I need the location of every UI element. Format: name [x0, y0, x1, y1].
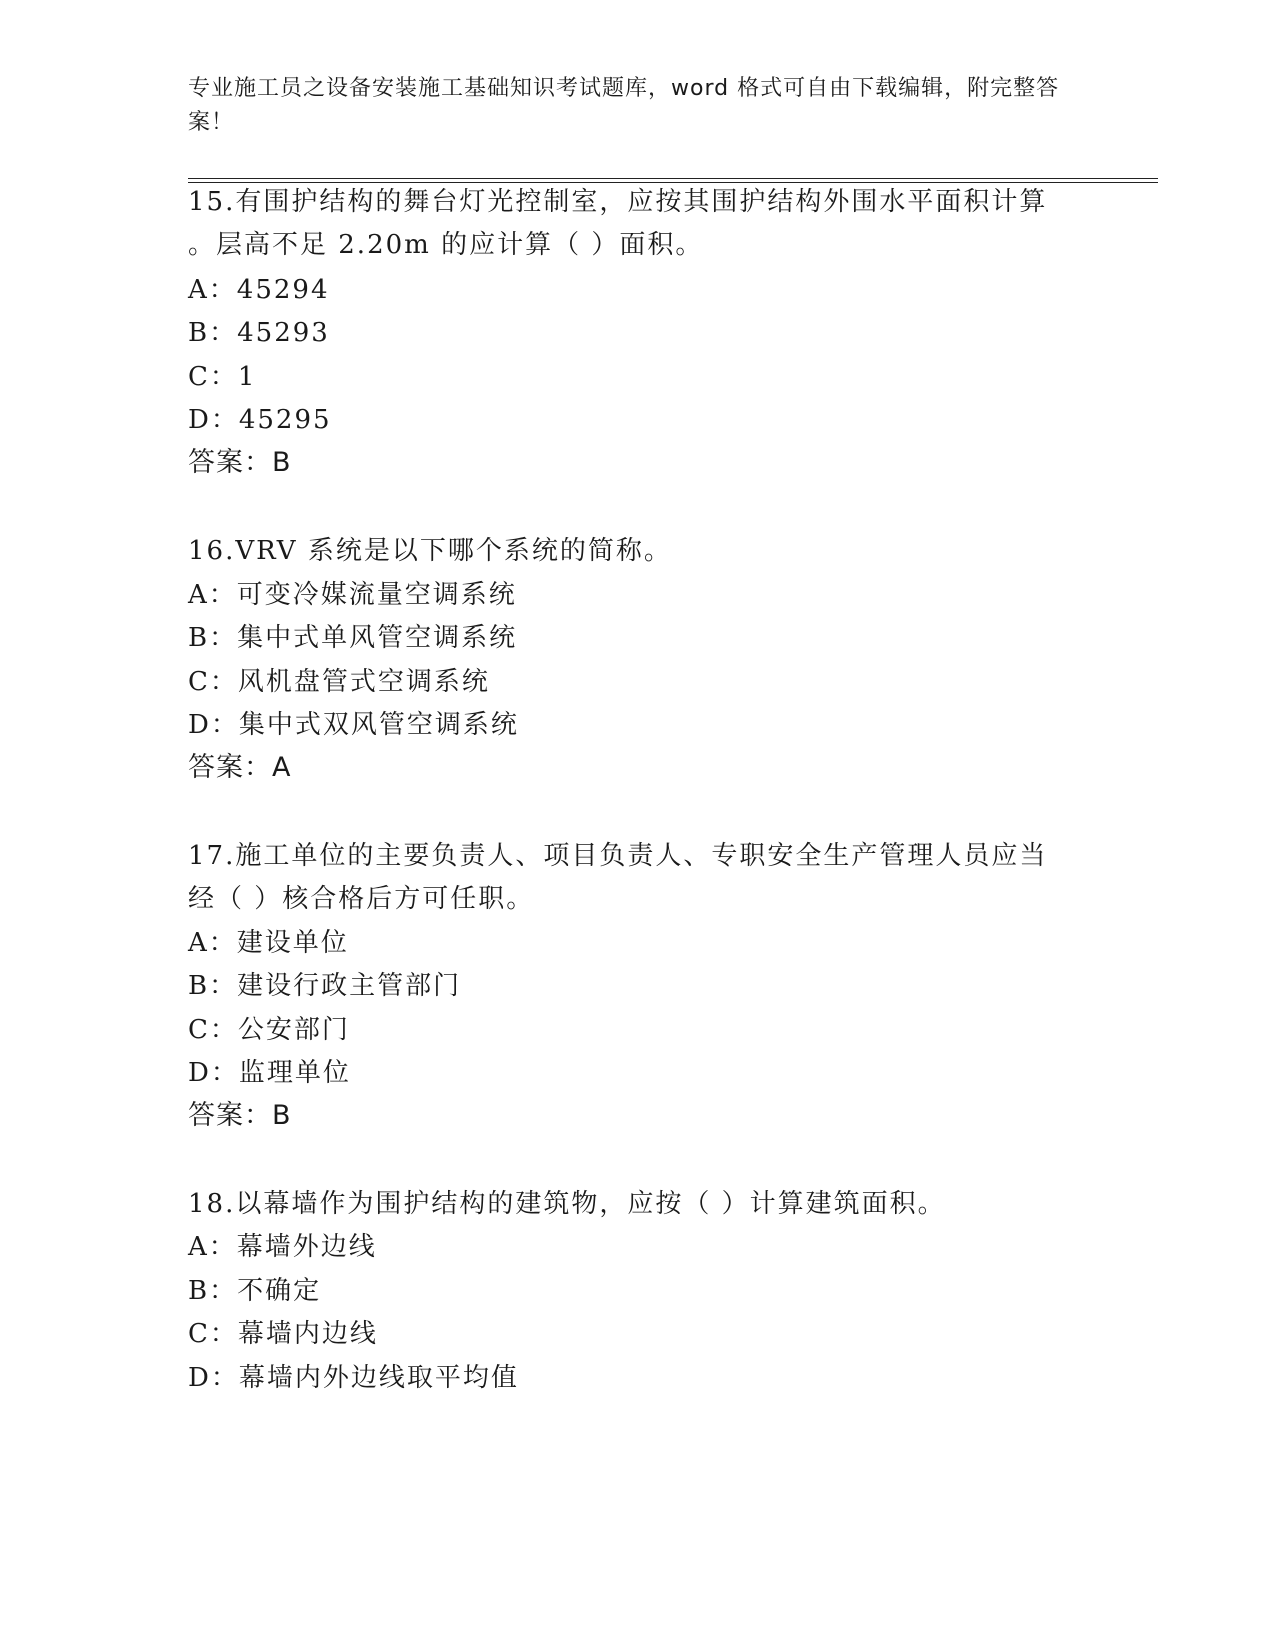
- question-17-line-1: 17.施工单位的主要负责人、项目负责人、专职安全生产管理人员应当: [188, 841, 1048, 871]
- question-16-option-a: A：可变冷媒流量空调系统: [188, 580, 517, 610]
- question-17-option-d: D：监理单位: [188, 1058, 351, 1088]
- question-18-line-1: 18.以幕墙作为围护结构的建筑物，应按（ ）计算建筑面积。: [188, 1189, 946, 1219]
- question-18-option-b: B：不确定: [188, 1276, 322, 1306]
- question-15-line-1: 15.有围护结构的舞台灯光控制室，应按其围护结构外围水平面积计算: [188, 187, 1048, 217]
- question-17-answer: 答案：B: [188, 1100, 292, 1131]
- question-15-option-a: A：45294: [188, 275, 330, 305]
- question-17-option-b: B：建设行政主管部门: [188, 971, 462, 1001]
- question-15-option-b: B：45293: [188, 318, 330, 348]
- question-15-answer: 答案：B: [188, 447, 292, 478]
- question-18-option-c: C：幕墙内边线: [188, 1319, 378, 1349]
- question-15-line-2: 。层高不足 2.20m 的应计算（ ）面积。: [188, 230, 704, 260]
- question-16-option-c: C：风机盘管式空调系统: [188, 667, 490, 697]
- question-17-option-a: A：建设单位: [188, 928, 349, 958]
- question-16-line-1: 16.VRV 系统是以下哪个系统的简称。: [188, 536, 672, 566]
- question-17-option-c: C：公安部门: [188, 1015, 350, 1045]
- question-16-option-b: B：集中式单风管空调系统: [188, 623, 518, 653]
- question-16-answer: 答案：A: [188, 752, 292, 783]
- question-18-option-d: D：幕墙内外边线取平均值: [188, 1363, 519, 1393]
- question-17-line-2: 经（ ）核合格后方可任职。: [188, 884, 535, 914]
- question-18-option-a: A：幕墙外边线: [188, 1232, 377, 1262]
- question-16-option-d: D：集中式双风管空调系统: [188, 710, 519, 740]
- question-15-option-c: C：1: [188, 362, 257, 392]
- question-15-option-d: D：45295: [188, 405, 332, 435]
- document-header: 专业施工员之设备安装施工基础知识考试题库，word 格式可自由下载编辑，附完整答案！: [188, 76, 1060, 135]
